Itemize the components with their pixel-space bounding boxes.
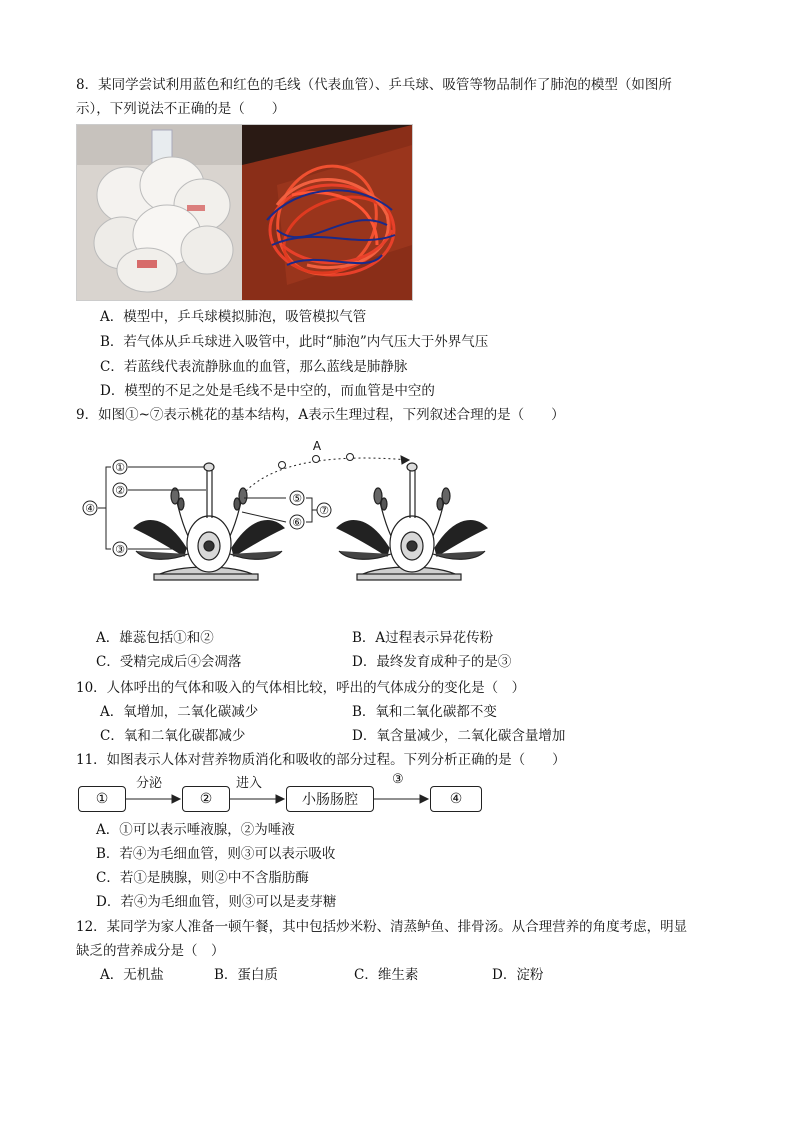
flow-box-3: 小肠肠腔: [286, 786, 374, 812]
peach-flower-diagram: [76, 436, 516, 586]
q8-stem-line2: 示），下列说法不正确的是（ ）: [76, 101, 286, 117]
q10-option-c: C．氧和二氧化碳都减少: [100, 728, 246, 744]
flow-label-enter: 进入: [236, 776, 263, 791]
label-5: ⑤: [292, 492, 302, 505]
q12-stem-line2: 缺乏的营养成分是（ ）: [76, 943, 225, 959]
digestion-flow-diagram: [76, 772, 496, 816]
q8-option-c: C．若蓝线代表流静脉血的血管，那么蓝线是肺静脉: [100, 359, 408, 375]
q11-stem: 11．如图表示人体对营养物质消化和吸收的部分过程。下列分析正确的是（ ）: [76, 752, 566, 768]
q10-option-b: B．氧和二氧化碳都不变: [352, 704, 497, 720]
q11-option-a: A．①可以表示唾液腺，②为唾液: [96, 822, 295, 838]
q9-option-d: D．最终发育成种子的是③: [352, 654, 512, 670]
q11-option-c: C．若①是胰腺，则②中不含脂肪酶: [96, 870, 309, 886]
flow-box-4: ④: [430, 786, 482, 812]
q12-option-a: A．无机盐: [100, 967, 164, 983]
flow-box-1: ①: [78, 786, 126, 812]
alveolus-model-photo: [76, 124, 413, 301]
label-3: ③: [115, 543, 125, 556]
flow-label-secrete: 分泌: [136, 776, 163, 791]
q10-option-a: A．氧增加，二氧化碳减少: [100, 704, 259, 720]
flow-box-2: ②: [182, 786, 230, 812]
q8-stem-line1: 8．某同学尝试利用蓝色和红色的毛线（代表血管）、乒乓球、吸管等物品制作了肺泡的模型（如图所: [76, 77, 672, 93]
q9-option-c: C．受精完成后④会凋落: [96, 654, 242, 670]
label-a: A: [312, 439, 322, 453]
q8-option-d: D．模型的不足之处是毛线不是中空的，而血管是中空的: [100, 383, 435, 399]
q10-stem: 10．人体呼出的气体和吸入的气体相比较，呼出的气体成分的变化是（ ）: [76, 680, 526, 696]
q11-option-d: D．若④为毛细血管，则③可以是麦芽糖: [96, 894, 337, 910]
right-flower: [337, 463, 487, 580]
q9-option-b: B．A过程表示异花传粉: [352, 630, 494, 646]
q10-option-d: D．氧含量减少，二氧化碳含量增加: [352, 728, 566, 744]
flow-label-3: ③: [392, 772, 404, 787]
label-2: ②: [115, 484, 125, 497]
q9-option-a: A．雄蕊包括①和②: [96, 630, 214, 646]
q12-option-b: B．蛋白质: [214, 967, 278, 983]
label-7: ⑦: [319, 504, 329, 517]
left-flower: [134, 463, 284, 580]
label-4: ④: [85, 502, 95, 515]
q9-stem: 9．如图①~⑦表示桃花的基本结构，A表示生理过程，下列叙述合理的是（ ）: [76, 407, 565, 423]
q12-stem-line1: 12．某同学为家人准备一顿午餐，其中包括炒米粉、清蒸鲈鱼、排骨汤。从合理营养的角度考虑，明显: [76, 919, 688, 935]
q11-option-b: B．若④为毛细血管，则③可以表示吸收: [96, 846, 336, 862]
q8-option-b: B．若气体从乒乓球进入吸管中，此时“肺泡”内气压大于外界气压: [100, 334, 489, 350]
label-1: ①: [115, 461, 125, 474]
q8-option-a: A．模型中，乒乓球模拟肺泡，吸管模拟气管: [100, 309, 367, 325]
q12-option-d: D．淀粉: [492, 967, 544, 983]
q12-option-c: C．维生素: [354, 967, 419, 983]
label-6: ⑥: [292, 516, 302, 529]
